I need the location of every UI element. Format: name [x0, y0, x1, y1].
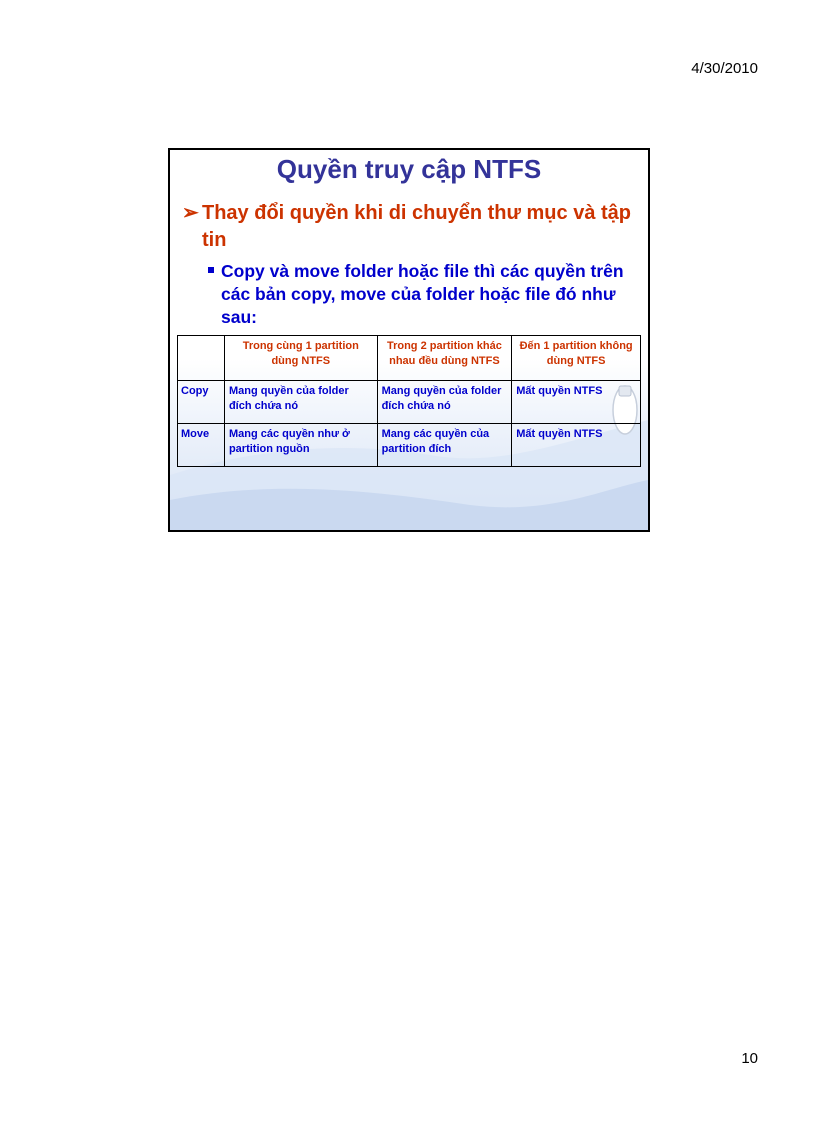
- bullet-level-2-text: Copy và move folder hoặc file thì các quyền trên các bản copy, move của folder hoặc file đó như sau:: [221, 261, 624, 327]
- table-header-cell: Đến 1 partition không dùng NTFS: [512, 336, 641, 381]
- table-cell: Mang các quyền của partition đích: [377, 424, 512, 467]
- ntfs-permission-table: [177, 335, 641, 467]
- table-cell: Mang quyền của folder đích chứa nó: [224, 381, 377, 424]
- table-header-row: [178, 336, 641, 381]
- table-header-cell: Trong cùng 1 partition dùng NTFS: [224, 336, 377, 381]
- bullet-level-1-text: Thay đổi quyền khi di chuyển thư mục và tập tin: [202, 202, 631, 251]
- table-row: [178, 424, 641, 467]
- table-row-label: Copy: [178, 381, 225, 424]
- table-header-cell: Trong 2 partition khác nhau đều dùng NTFS: [377, 336, 512, 381]
- square-bullet-icon: [208, 267, 214, 273]
- slide-title: Quyền truy cập NTFS: [276, 154, 542, 184]
- table-cell: Mất quyền NTFS: [512, 424, 641, 467]
- table-cell: Mất quyền NTFS: [512, 381, 641, 424]
- arrow-bullet-icon: ➢: [182, 202, 199, 224]
- bullet-level-1: [182, 200, 642, 251]
- table-corner-cell: [178, 336, 225, 381]
- page-date: 4/30/2010: [691, 60, 758, 77]
- table-cell: Mang quyền của folder đích chứa nó: [377, 381, 512, 424]
- table-cell: Mang các quyền như ở partition nguồn: [224, 424, 377, 467]
- table-row: [178, 381, 641, 424]
- page-number: 10: [741, 1050, 758, 1067]
- table-row-label: Move: [178, 424, 225, 467]
- slide: [168, 148, 650, 532]
